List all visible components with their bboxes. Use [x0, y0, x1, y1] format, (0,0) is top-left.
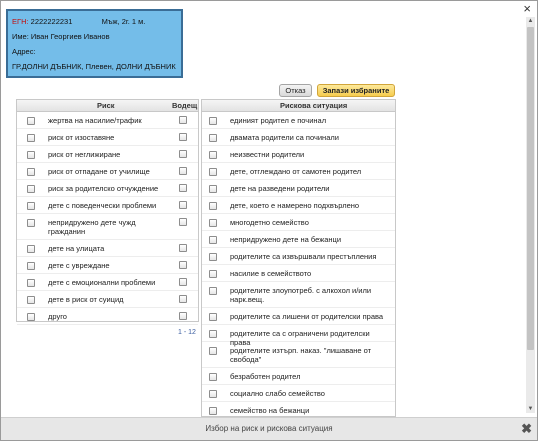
- egn-value: 2222222231: [30, 17, 73, 26]
- risk-row[interactable]: [17, 197, 198, 214]
- risk-checkbox[interactable]: [27, 296, 35, 304]
- risk-row[interactable]: [17, 146, 198, 163]
- situation-checkbox[interactable]: [209, 253, 217, 261]
- situation-label: дете, което е намерено подхвърлено: [230, 201, 360, 210]
- risk-label: дете с увреждане: [48, 261, 110, 270]
- risk-checkbox[interactable]: [27, 313, 35, 321]
- situation-table-body: [202, 112, 395, 417]
- situation-row[interactable]: [202, 129, 395, 146]
- situation-label: единият родител е починал: [230, 116, 327, 125]
- close-icon[interactable]: ×: [523, 1, 531, 16]
- risk-checkbox[interactable]: [27, 168, 35, 176]
- lead-checkbox[interactable]: [179, 201, 187, 209]
- situation-label: безработен родител: [230, 372, 301, 381]
- risk-checkbox[interactable]: [27, 202, 35, 210]
- situation-label: двамата родители са починали: [230, 133, 339, 142]
- name-row: Име: Иван Георгиев Иванов: [12, 32, 110, 41]
- situation-label: родителите са с ограничени родителски права: [230, 329, 370, 347]
- risk-label: жертва на насилие/трафик: [48, 116, 142, 125]
- footer-title: Избор на риск и рискова ситуация: [205, 424, 333, 433]
- address-label: Адрес:: [12, 47, 36, 56]
- risk-situation-table: [201, 99, 396, 417]
- risk-label: риск от неглижиране: [48, 150, 121, 159]
- risk-row[interactable]: [17, 240, 198, 257]
- risk-checkbox[interactable]: [27, 262, 35, 270]
- situation-label: неизвестни родители: [230, 150, 305, 159]
- situation-row[interactable]: [202, 180, 395, 197]
- situation-checkbox[interactable]: [209, 287, 217, 295]
- risk-label: дете в риск от суицид: [48, 295, 124, 304]
- situation-checkbox[interactable]: [209, 330, 217, 338]
- risk-row[interactable]: [17, 129, 198, 146]
- save-selected-button[interactable]: Запази избраните: [317, 84, 395, 97]
- situation-checkbox[interactable]: [209, 134, 217, 142]
- situation-checkbox[interactable]: [209, 185, 217, 193]
- situation-table-header: [202, 100, 395, 112]
- situation-checkbox[interactable]: [209, 168, 217, 176]
- risk-label: дете на улицата: [48, 244, 105, 253]
- situation-label: родителите са лишени от родителски права: [230, 312, 384, 321]
- risk-checkbox[interactable]: [27, 245, 35, 253]
- situation-checkbox[interactable]: [209, 390, 217, 398]
- situation-row[interactable]: [202, 402, 395, 417]
- risk-table-body: [17, 112, 198, 325]
- situation-checkbox[interactable]: [209, 151, 217, 159]
- risk-checkbox[interactable]: [27, 117, 35, 125]
- scroll-up-arrow-icon[interactable]: ▲: [527, 18, 534, 24]
- risk-table: [16, 99, 199, 322]
- egn-row: [12, 14, 177, 29]
- pager-info: 1 - 12: [178, 329, 196, 336]
- risk-column-header[interactable]: Риск: [97, 101, 115, 110]
- person-info-box: [6, 9, 183, 78]
- lead-checkbox[interactable]: [179, 295, 187, 303]
- situation-row[interactable]: [202, 163, 395, 180]
- risk-label: дете с емоционални проблеми: [48, 278, 156, 287]
- risk-row[interactable]: [17, 274, 198, 291]
- situation-label: социално слабо семейство: [230, 389, 325, 398]
- lead-checkbox[interactable]: [179, 184, 187, 192]
- risk-checkbox[interactable]: [27, 279, 35, 287]
- scrollbar-thumb[interactable]: [527, 27, 534, 350]
- situation-row[interactable]: [202, 325, 395, 347]
- situation-label: родителите изтърп. наказ. "лишаване от свобода": [230, 346, 372, 364]
- lead-checkbox[interactable]: [179, 244, 187, 252]
- situation-row[interactable]: [202, 231, 395, 248]
- situation-row[interactable]: [202, 265, 395, 282]
- situation-checkbox[interactable]: [209, 313, 217, 321]
- risk-table-header: [17, 100, 198, 112]
- lead-checkbox[interactable]: [179, 150, 187, 158]
- lead-checkbox[interactable]: [179, 278, 187, 286]
- situation-row[interactable]: [202, 385, 395, 402]
- risk-row[interactable]: [17, 163, 198, 180]
- risk-row[interactable]: [17, 291, 198, 308]
- risk-row[interactable]: [17, 214, 198, 240]
- cancel-button[interactable]: Отказ: [279, 84, 312, 97]
- risk-row[interactable]: [17, 308, 198, 325]
- situation-checkbox[interactable]: [209, 117, 217, 125]
- situation-row[interactable]: [202, 146, 395, 163]
- egn-label: ЕГН:: [12, 17, 29, 26]
- risk-checkbox[interactable]: [27, 185, 35, 193]
- address-value: ГР.ДОЛНИ ДЪБНИК, Плевен, ДОЛНИ ДЪБНИК: [12, 62, 176, 71]
- risk-label: непридружено дете чужд гражданин: [48, 218, 136, 236]
- situation-label: семейство на бежанци: [230, 406, 310, 415]
- situation-row[interactable]: [202, 197, 395, 214]
- risk-checkbox[interactable]: [27, 134, 35, 142]
- situation-checkbox[interactable]: [209, 202, 217, 210]
- lead-checkbox[interactable]: [179, 312, 187, 320]
- situation-row[interactable]: [202, 342, 395, 368]
- gender-age: Мъж, 2г. 1 м.: [101, 17, 146, 26]
- risk-checkbox[interactable]: [27, 219, 35, 227]
- situation-label: непридружено дете на бежанци: [230, 235, 342, 244]
- scroll-down-arrow-icon[interactable]: ▼: [527, 406, 534, 412]
- situation-checkbox[interactable]: [209, 270, 217, 278]
- risk-label: друго: [48, 312, 67, 321]
- situation-row[interactable]: [202, 214, 395, 231]
- situation-checkbox[interactable]: [209, 219, 217, 227]
- situation-checkbox[interactable]: [209, 236, 217, 244]
- situation-label: родителите са извършвали престъпления: [230, 252, 377, 261]
- situation-row[interactable]: [202, 248, 395, 265]
- situation-row[interactable]: [202, 308, 395, 325]
- risk-row[interactable]: [17, 112, 198, 129]
- risk-row[interactable]: [17, 257, 198, 274]
- situation-label: родителите злоупотреб. с алкохол и/или нарк.вещ.: [230, 286, 372, 304]
- risk-label: риск от изоставяне: [48, 133, 115, 142]
- footer-close-icon[interactable]: ✖: [521, 421, 532, 436]
- situation-label: дете, отглеждано от самотен родител: [230, 167, 362, 176]
- lead-column-header[interactable]: Водещ: [172, 101, 198, 110]
- lead-checkbox[interactable]: [179, 167, 187, 175]
- situation-label: насилие в семейството: [230, 269, 312, 278]
- situation-label: многодетно семейство: [230, 218, 309, 227]
- risk-label: риск за родителско отчуждение: [48, 184, 159, 193]
- situation-column-header[interactable]: Рискова ситуация: [280, 101, 348, 110]
- lead-checkbox[interactable]: [179, 133, 187, 141]
- risk-row[interactable]: [17, 180, 198, 197]
- risk-label: риск от отпадане от училище: [48, 167, 150, 176]
- risk-checkbox[interactable]: [27, 151, 35, 159]
- vertical-scrollbar[interactable]: [526, 17, 535, 413]
- situation-checkbox[interactable]: [209, 407, 217, 415]
- situation-row[interactable]: [202, 112, 395, 129]
- risk-label: дете с поведенчески проблеми: [48, 201, 157, 210]
- situation-row[interactable]: [202, 282, 395, 308]
- situation-checkbox[interactable]: [209, 373, 217, 381]
- lead-checkbox[interactable]: [179, 261, 187, 269]
- situation-label: дете на разведени родители: [230, 184, 330, 193]
- lead-checkbox[interactable]: [179, 116, 187, 124]
- situation-row[interactable]: [202, 368, 395, 385]
- lead-checkbox[interactable]: [179, 218, 187, 226]
- dialog-footer: [1, 417, 537, 440]
- situation-checkbox[interactable]: [209, 347, 217, 355]
